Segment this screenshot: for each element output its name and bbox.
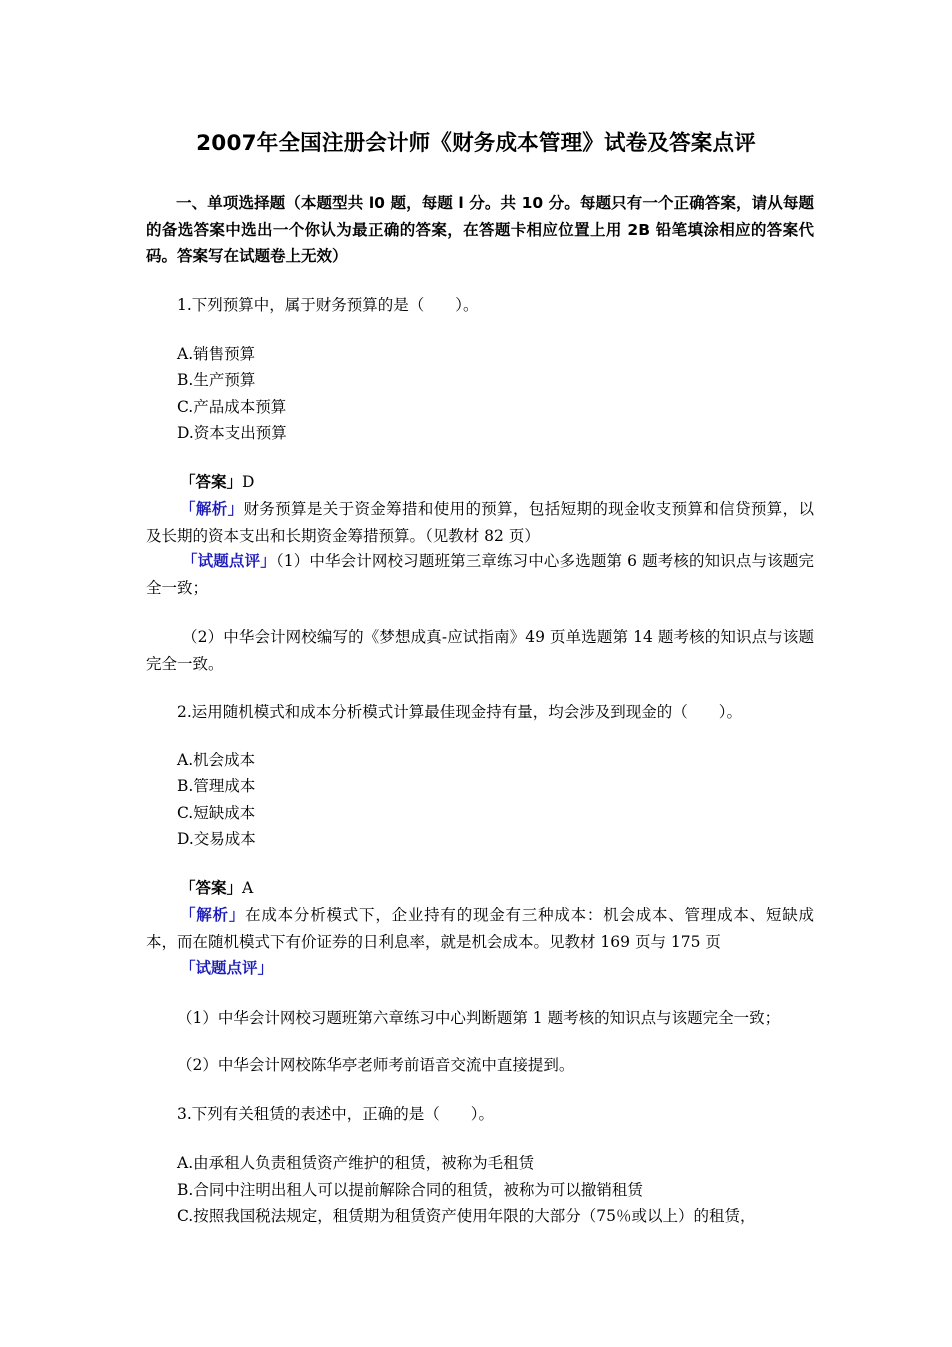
analysis-label: 「解析」 <box>180 905 246 924</box>
question-3: 3.下列有关租赁的表述中，正确的是（ ）。 <box>177 1105 495 1123</box>
question-2: 2.运用随机模式和成本分析模式计算最佳现金持有量，均会涉及到现金的（ ）。 <box>177 703 743 721</box>
q2-option-a: A.机会成本 <box>177 751 256 769</box>
review-label: 「试题点评」 <box>182 551 276 570</box>
q1-review-1-text: （1）中华会计网校习题班第三章练习中心多选题第 6 题考核的知识点与该题完全一致； <box>146 552 814 597</box>
q3-option-c: C.按照我国税法规定，租赁期为租赁资产使用年限的大部分（75％或以上）的租赁， <box>177 1207 756 1225</box>
q2-option-d: D.交易成本 <box>177 830 256 848</box>
q2-analysis-text: 在成本分析模式下，企业持有的现金有三种成本：机会成本、管理成本、短缺成本，而在随机模式下有价证券的日利息率，就是机会成本。见教材 169 页与 175 页 <box>146 906 814 951</box>
q1-analysis <box>146 496 814 549</box>
q2-review-2: （2）中华会计网校陈华亭老师考前语音交流中直接提到。 <box>177 1056 575 1074</box>
q1-option-b: B.生产预算 <box>177 371 256 389</box>
section-heading: 一、单项选择题（本题型共 l0 题，每题 l 分。共 10 分。每题只有一个正确答案，请从每题的备选答案中选出一个你认为最正确的答案，在答题卡相应位置上用 2B 铅笔填涂相应的答案代码。答案写在试题卷上无效） <box>146 194 814 265</box>
q2-option-b: B.管理成本 <box>177 777 256 795</box>
q2-answer-value: A <box>242 879 254 897</box>
q2-option-c: C.短缺成本 <box>177 804 256 822</box>
q1-option-a: A.销售预算 <box>177 345 256 363</box>
q2-answer <box>180 875 848 902</box>
analysis-label: 「解析」 <box>180 499 244 518</box>
q1-answer-value: D <box>242 473 255 491</box>
review-label: 「试题点评」 <box>180 958 274 977</box>
q2-review-1: （1）中华会计网校习题班第六章练习中心判断题第 1 题考核的知识点与该题完全一致； <box>177 1009 781 1027</box>
q3-option-a: A.由承租人负责租赁资产维护的租赁，被称为毛租赁 <box>177 1154 535 1172</box>
q1-review-1 <box>146 548 814 601</box>
q2-review-label <box>180 955 848 982</box>
q1-answer <box>180 469 848 496</box>
q3-option-b: B.合同中注明出租人可以提前解除合同的租赁，被称为可以撤销租赁 <box>177 1181 643 1199</box>
q1-review-2: （2）中华会计网校编写的《梦想成真-应试指南》49 页单选题第 14 题考核的知识点与该题完全一致。 <box>146 628 814 673</box>
q1-option-d: D.资本支出预算 <box>177 424 287 442</box>
q1-option-c: C.产品成本预算 <box>177 398 287 416</box>
answer-label: 「答案」 <box>180 472 243 491</box>
q1-analysis-text: 财务预算是关于资金筹措和使用的预算，包括短期的现金收支预算和信贷预算，以及长期的资本支出和长期资金筹措预算。（见教材 82 页） <box>146 500 814 545</box>
question-1: 1.下列预算中，属于财务预算的是（ ）。 <box>177 296 479 314</box>
document-title: 2007年全国注册会计师《财务成本管理》试卷及答案点评 <box>196 131 756 156</box>
answer-label: 「答案」 <box>180 878 243 897</box>
q2-analysis <box>146 902 814 955</box>
